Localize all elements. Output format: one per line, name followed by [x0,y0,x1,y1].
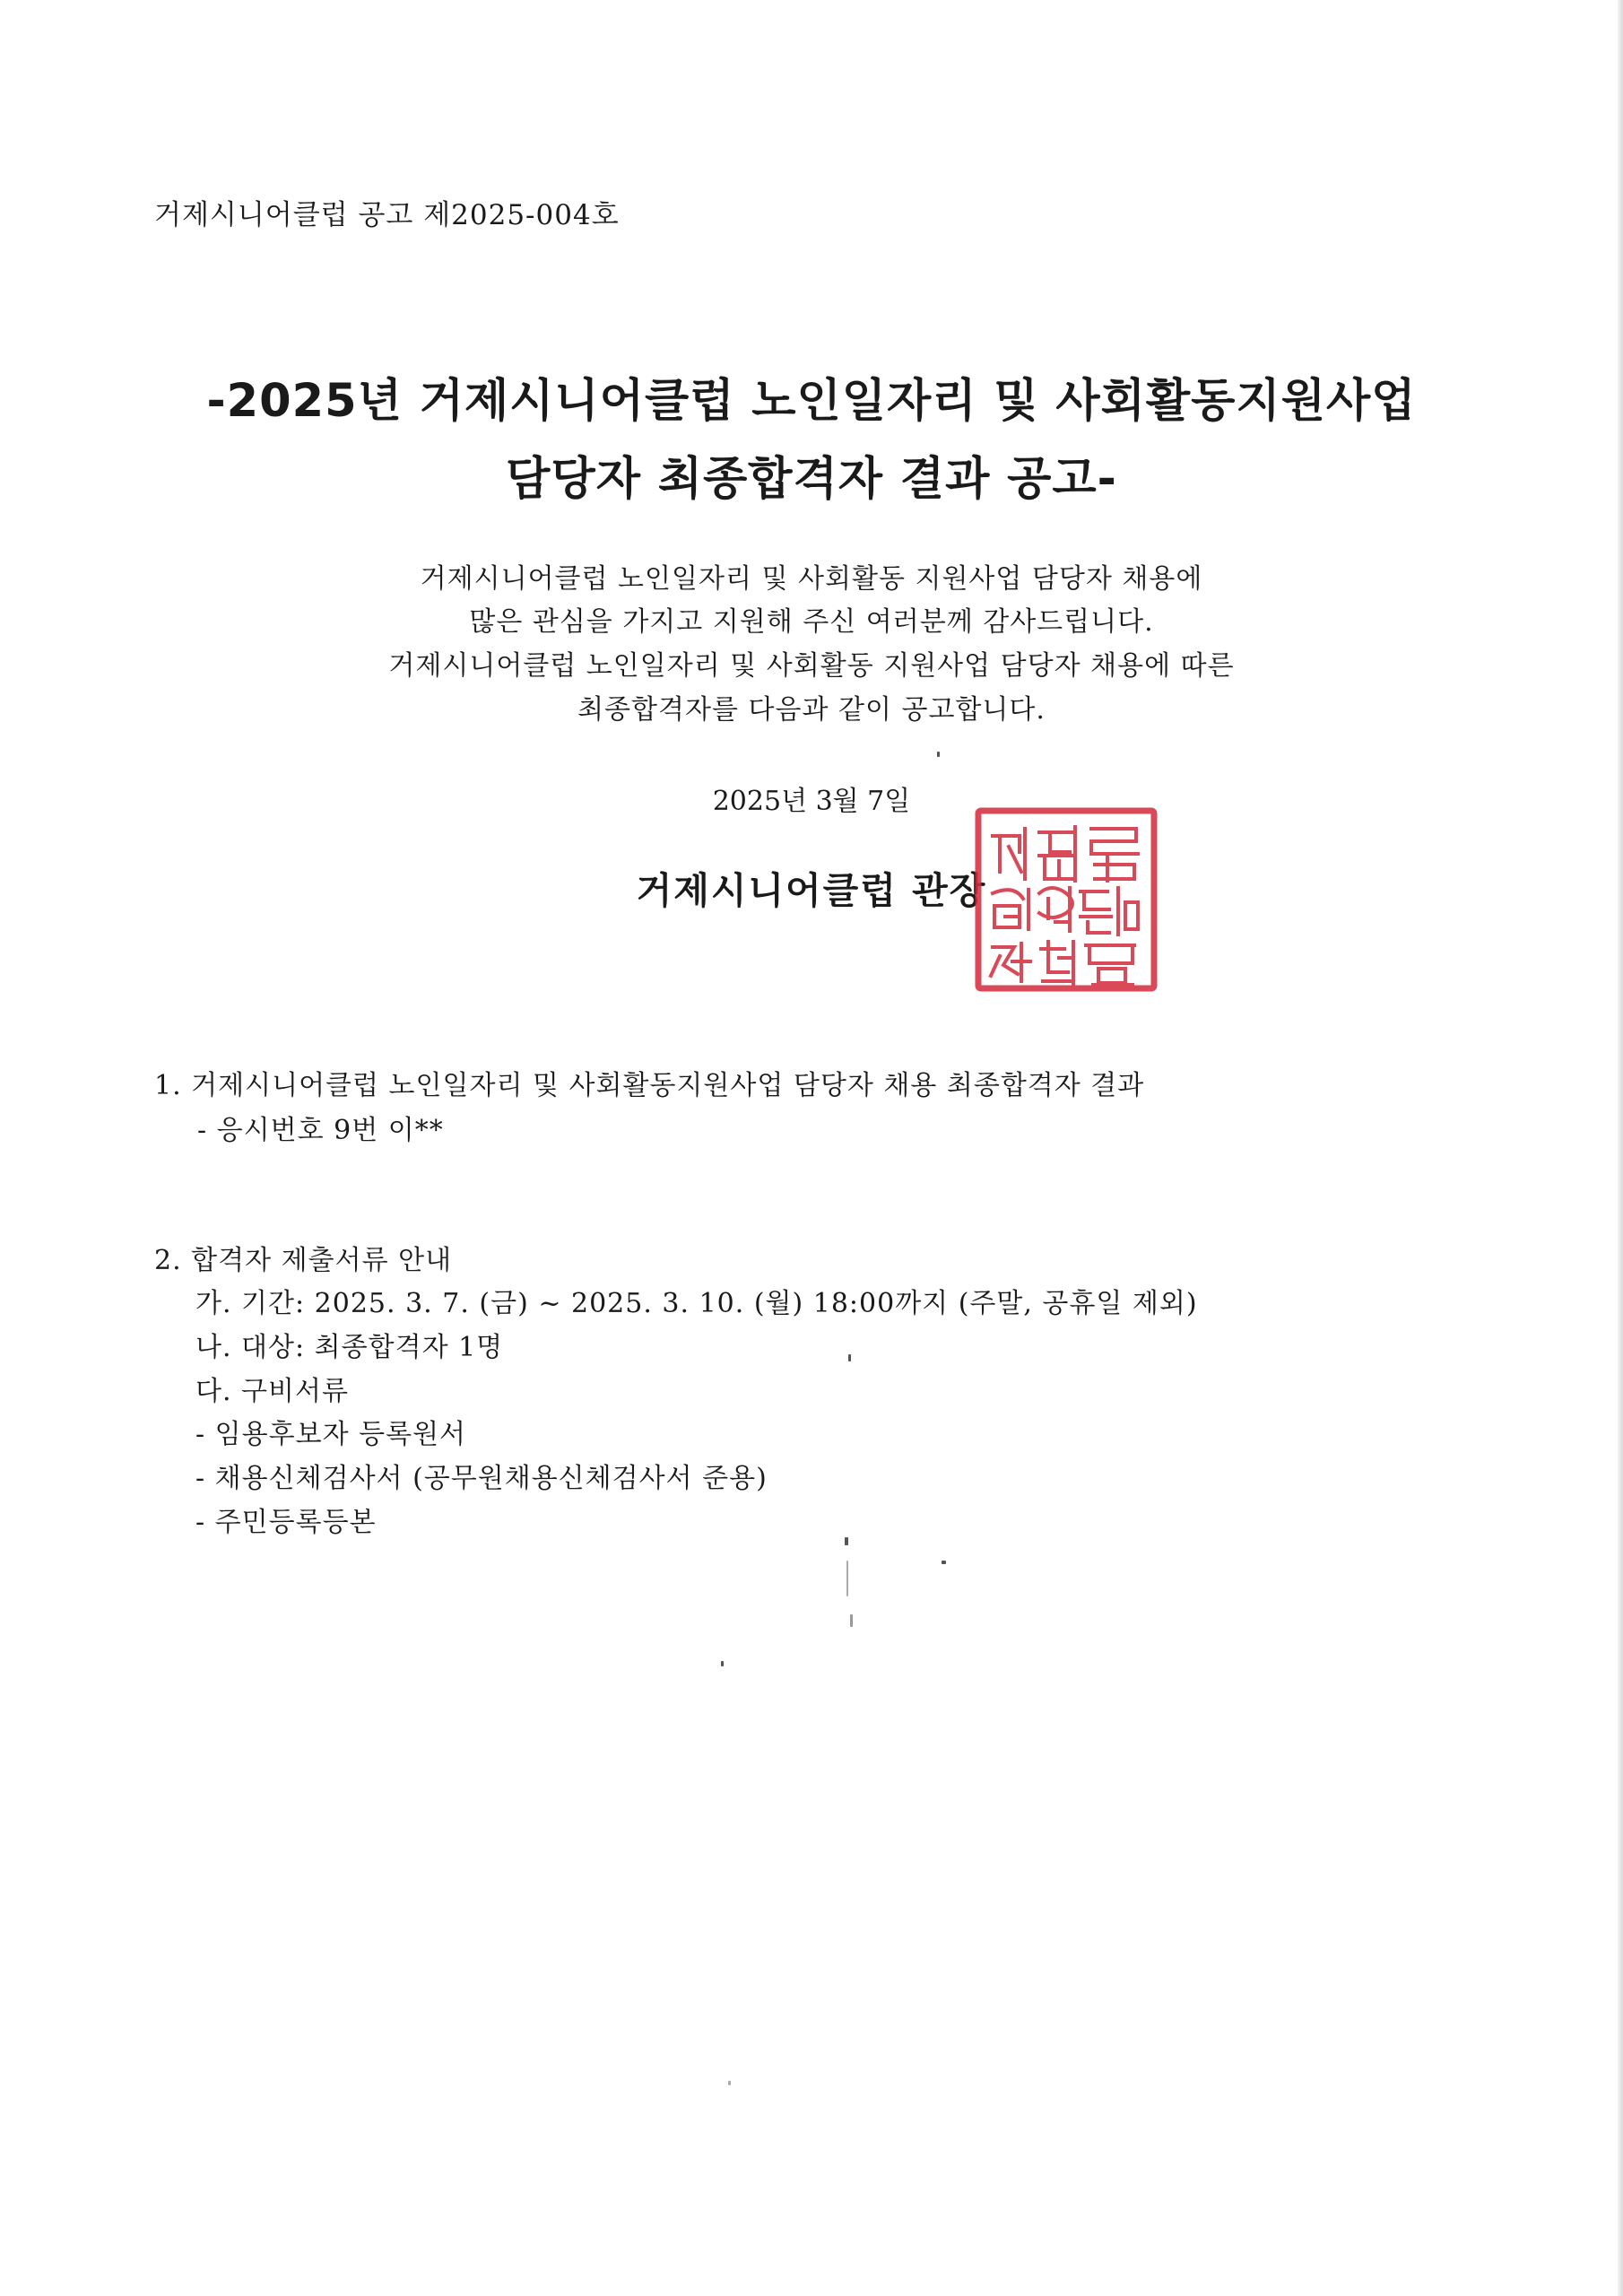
required-document-item: - 임용후보자 등록원서 [195,1419,467,1450]
scan-speck [937,752,940,757]
section-1-heading: 1. 거제시니어클럽 노인일자리 및 사회활동지원사업 담당자 채용 최종합격자 결과 [154,1070,1145,1101]
notice-date: 2025년 3월 7일 [712,786,911,817]
required-documents-heading: 다. 구비서류 [195,1376,349,1407]
notice-number: 거제시니어클럽 공고 제2025-004호 [154,199,620,231]
submission-target: 나. 대상: 최종합격자 1명 [195,1332,504,1363]
scan-page-edge [1618,0,1623,2296]
title-line-1: -2025년 거제시니어클럽 노인일자리 및 사회활동지원사업 [206,375,1417,428]
title-line-2: 담당자 최종합격자 결과 공고- [506,453,1117,506]
intro-line-2: 많은 관심을 가지고 지원해 주신 여러분께 감사드립니다. [469,606,1154,638]
section-2-heading: 2. 합격자 제출서류 안내 [154,1245,453,1276]
scan-speck [728,2081,731,2085]
scan-speck [845,1537,848,1545]
official-seal-stamp [973,805,1159,994]
scan-speck [721,1661,724,1666]
issuer-name: 거제시니어클럽 관장 [636,869,987,912]
scan-speck [942,1561,946,1564]
scan-speck [848,1354,851,1361]
scan-speck [850,1614,853,1627]
section-1-item: - 응시번호 9번 이** [197,1115,444,1146]
intro-line-3: 거제시니어클럽 노인일자리 및 사회활동 지원사업 담당자 채용에 따른 [388,650,1235,682]
scan-speck [846,1561,848,1596]
submission-period: 가. 기간: 2025. 3. 7. (금) ~ 2025. 3. 10. (월) 18:00까지 (주말, 공휴일 제외) [195,1288,1198,1319]
required-document-item: - 채용신체검사서 (공무원채용신체검사서 준용) [195,1463,768,1494]
intro-line-4: 최종합격자를 다음과 같이 공고합니다. [577,694,1046,726]
intro-line-1: 거제시니어클럽 노인일자리 및 사회활동 지원사업 담당자 채용에 [420,563,1203,595]
required-document-item: - 주민등록등본 [195,1507,377,1538]
